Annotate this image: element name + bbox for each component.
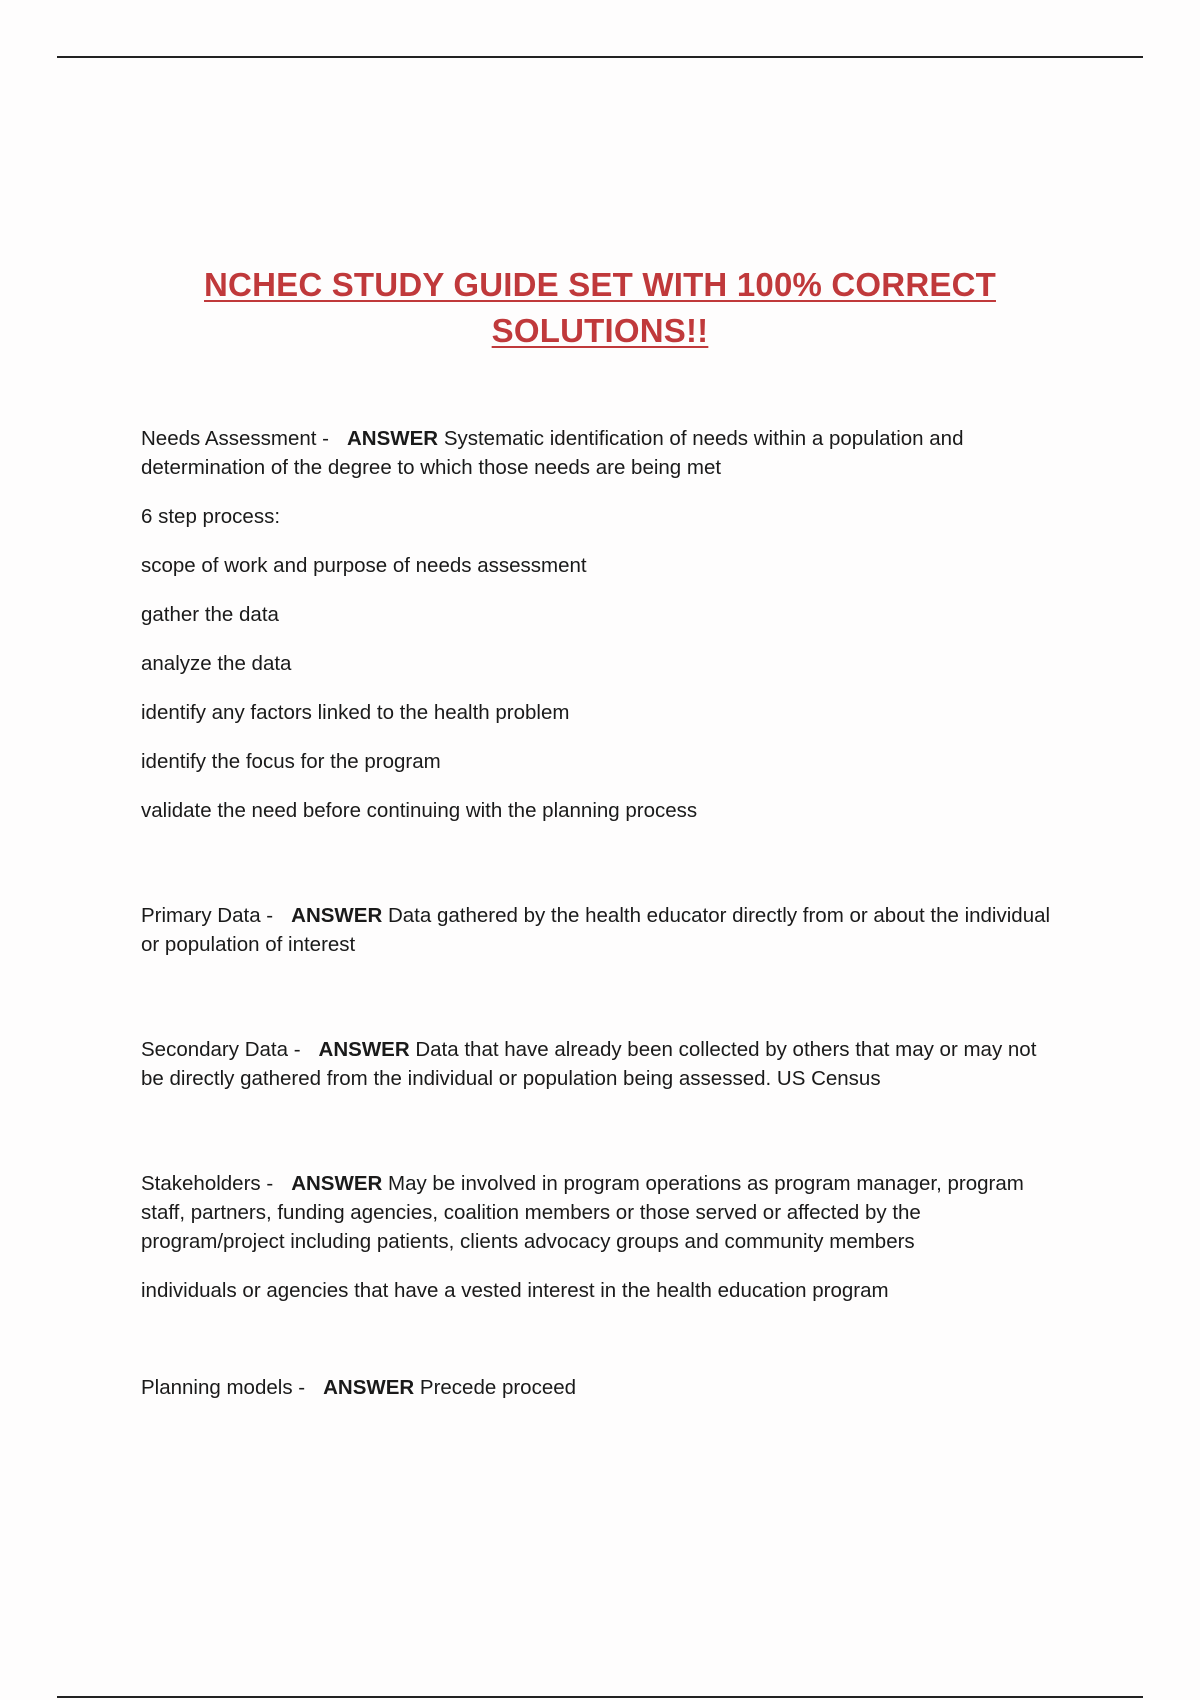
qa-extra-line: analyze the data xyxy=(141,652,292,675)
answer-label: ANSWER xyxy=(347,427,439,450)
qa-question-answer xyxy=(141,1035,1061,1093)
title-line-2: SOLUTIONS!! xyxy=(491,312,709,349)
qa-question-answer xyxy=(141,1373,1061,1402)
spacer xyxy=(141,979,1061,1035)
qa-answer: Precede proceed xyxy=(419,1376,577,1399)
qa-entry-secondary-data xyxy=(141,1035,1061,1093)
answer-label: ANSWER xyxy=(323,1376,415,1399)
header-rule xyxy=(57,56,1143,58)
qa-question-answer xyxy=(141,424,1061,482)
qa-extra-line: identify the focus for the program xyxy=(141,750,441,773)
qa-term: Needs Assessment - xyxy=(141,427,329,450)
spacer xyxy=(141,1113,1061,1169)
qa-term: Primary Data - xyxy=(141,904,274,927)
spacer xyxy=(141,845,1061,901)
qa-answer: Data gathered by the health educator directly from or about the individual or population of interest xyxy=(141,904,1051,956)
qa-question-answer xyxy=(141,901,1061,959)
qa-answer: Systematic identification of needs within a population and determination of the degree to which those needs are being met xyxy=(141,427,964,479)
qa-answer: May be involved in program operations as program manager, program staff, partners, funding agencies, coalition members or those served or affected by the program/project including patients, clients advocacy groups and community members xyxy=(141,1172,1024,1253)
qa-extra-line: scope of work and purpose of needs assessment xyxy=(141,554,587,577)
qa-entry-needs-assessment xyxy=(141,424,1061,825)
answer-label: ANSWER xyxy=(291,904,383,927)
title-line-1: NCHEC STUDY GUIDE SET WITH 100% CORRECT xyxy=(204,266,996,303)
qa-entry-planning-models xyxy=(141,1373,1061,1402)
qa-extra-line: gather the data xyxy=(141,603,279,626)
qa-extra-line: individuals or agencies that have a vested interest in the health education program xyxy=(141,1279,889,1302)
answer-label: ANSWER xyxy=(318,1038,410,1061)
qa-entry-stakeholders xyxy=(141,1169,1061,1305)
qa-entry-primary-data xyxy=(141,901,1061,959)
qa-question-answer xyxy=(141,1169,1061,1256)
study-guide-content xyxy=(141,424,1061,1422)
answer-label: ANSWER xyxy=(291,1172,383,1195)
spacer xyxy=(141,1325,1061,1373)
footer-rule xyxy=(57,1696,1143,1698)
qa-term: Stakeholders - xyxy=(141,1172,274,1195)
qa-extra-line: identify any factors linked to the health problem xyxy=(141,701,570,724)
qa-term: Secondary Data - xyxy=(141,1038,301,1061)
qa-extra-line: 6 step process: xyxy=(141,505,281,528)
qa-extra-line: validate the need before continuing with the planning process xyxy=(141,799,698,822)
qa-term: Planning models - xyxy=(141,1376,306,1399)
document-title xyxy=(140,262,1060,354)
qa-answer: Data that have already been collected by others that may or may not be directly gathered from the individual or population being assessed. US Census xyxy=(141,1038,1037,1090)
